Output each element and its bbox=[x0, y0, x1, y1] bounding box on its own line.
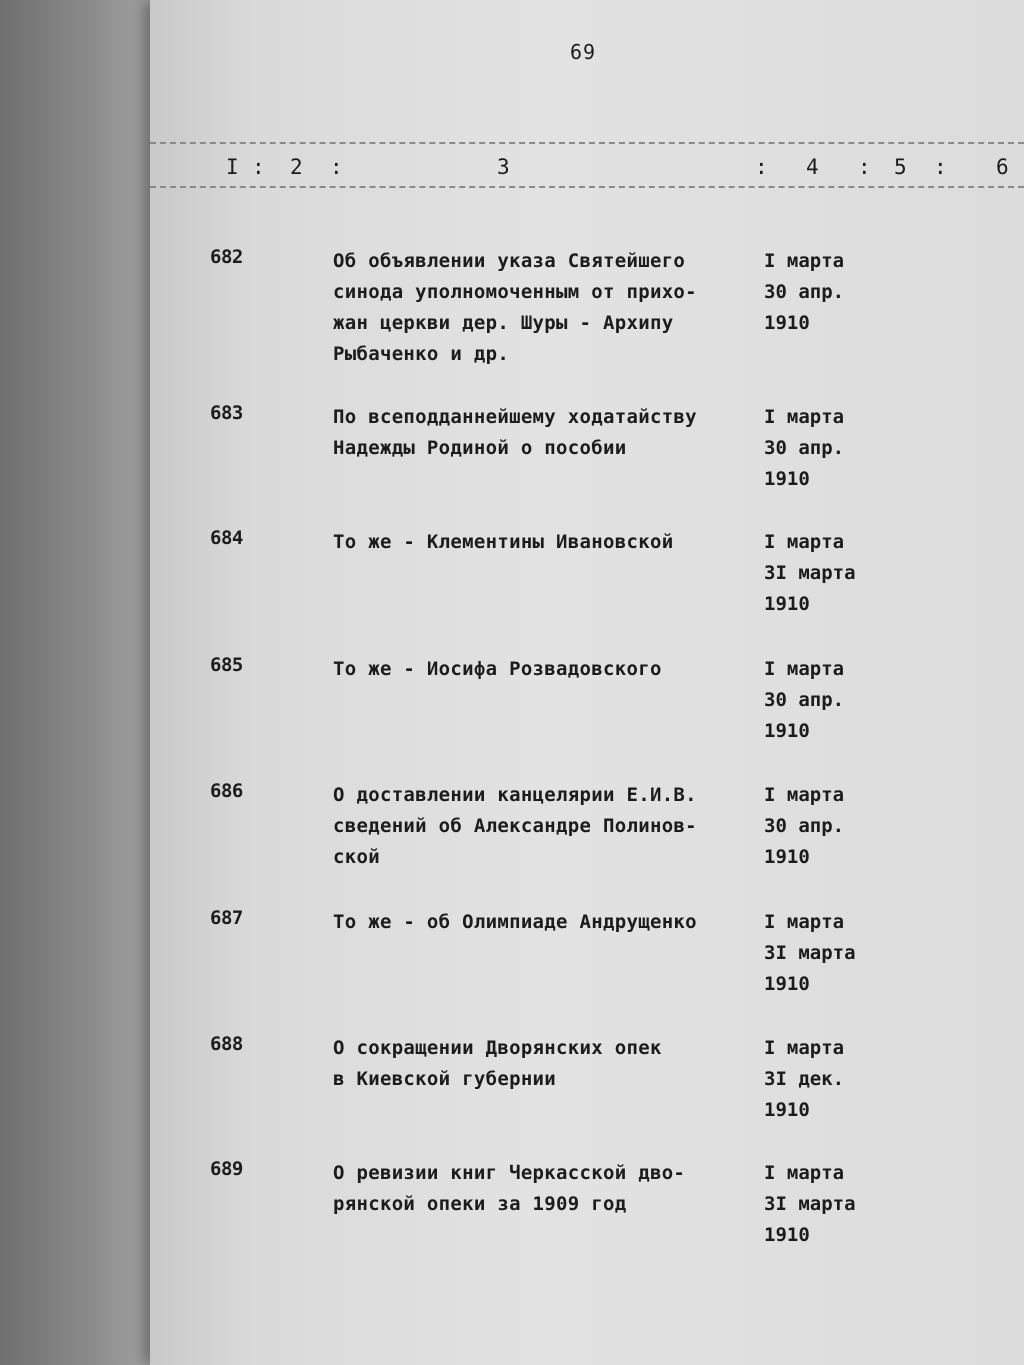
date-line: I марта bbox=[764, 531, 845, 553]
entry-dates bbox=[764, 402, 904, 495]
date-line: I марта bbox=[764, 784, 845, 806]
entry-description bbox=[333, 402, 753, 464]
column-separator: : bbox=[858, 155, 871, 179]
date-line: 1910 bbox=[764, 312, 810, 334]
facing-page-edge bbox=[0, 0, 160, 1365]
date-line: 3I дек. bbox=[764, 1068, 845, 1090]
column-number-2: 2 bbox=[290, 155, 303, 179]
entry-dates bbox=[764, 1158, 904, 1251]
date-line: I марта bbox=[764, 1037, 845, 1059]
description-line: О ревизии книг Черкасской дво- bbox=[333, 1162, 686, 1184]
description-line: То же - об Олимпиаде Андрущенко bbox=[333, 911, 697, 933]
description-line: ской bbox=[333, 846, 380, 868]
entry-description bbox=[333, 907, 753, 938]
entry-number: 688 bbox=[210, 1033, 243, 1055]
date-line: 1910 bbox=[764, 720, 810, 742]
entry-description bbox=[333, 527, 753, 558]
date-line: I марта bbox=[764, 911, 845, 933]
entry-description bbox=[333, 1033, 753, 1095]
date-line: 30 апр. bbox=[764, 437, 845, 459]
date-line: 3I марта bbox=[764, 942, 856, 964]
description-line: О доставлении канцелярии Е.И.В. bbox=[333, 784, 697, 806]
description-line: Об объявлении указа Святейшего bbox=[333, 250, 686, 272]
date-line: I марта bbox=[764, 1162, 845, 1184]
date-line: 1910 bbox=[764, 846, 810, 868]
date-line: 1910 bbox=[764, 1099, 810, 1121]
header-rule-top bbox=[150, 142, 1024, 144]
column-separator: : bbox=[330, 155, 343, 179]
entry-number: 684 bbox=[210, 527, 243, 549]
column-separator: : bbox=[934, 155, 947, 179]
date-line: 30 апр. bbox=[764, 281, 845, 303]
date-line: I марта bbox=[764, 406, 845, 428]
column-number-5: 5 bbox=[894, 155, 907, 179]
date-line: 30 апр. bbox=[764, 815, 845, 837]
date-line: 1910 bbox=[764, 1224, 810, 1246]
description-line: То же - Иосифа Розвадовского bbox=[333, 658, 662, 680]
entry-description bbox=[333, 1158, 753, 1220]
description-line: То же - Клементины Ивановской bbox=[333, 531, 674, 553]
column-separator: : bbox=[755, 155, 768, 179]
entry-number: 686 bbox=[210, 780, 243, 802]
entry-dates bbox=[764, 1033, 904, 1126]
entry-number: 689 bbox=[210, 1158, 243, 1180]
date-line: I марта bbox=[764, 658, 845, 680]
entry-number: 685 bbox=[210, 654, 243, 676]
header-rule-bottom bbox=[150, 186, 1024, 188]
date-line: 30 апр. bbox=[764, 689, 845, 711]
entry-description bbox=[333, 780, 753, 873]
date-line: 1910 bbox=[764, 973, 810, 995]
entry-dates bbox=[764, 654, 904, 747]
description-line: синода уполномоченным от прихо- bbox=[333, 281, 697, 303]
entry-number: 682 bbox=[210, 246, 243, 268]
entry-number: 687 bbox=[210, 907, 243, 929]
date-line: I марта bbox=[764, 250, 845, 272]
description-line: сведений об Александре Полинов- bbox=[333, 815, 697, 837]
description-line: О сокращении Дворянских опек bbox=[333, 1037, 662, 1059]
description-line: в Киевской губернии bbox=[333, 1068, 557, 1090]
description-line: рянской опеки за 1909 год bbox=[333, 1193, 627, 1215]
entry-dates bbox=[764, 246, 904, 339]
description-line: Рыбаченко и др. bbox=[333, 343, 510, 365]
date-line: 3I марта bbox=[764, 562, 856, 584]
date-line: 1910 bbox=[764, 593, 810, 615]
description-line: Надежды Родиной о пособии bbox=[333, 437, 627, 459]
date-line: 1910 bbox=[764, 468, 810, 490]
column-number-3: 3 bbox=[497, 155, 510, 179]
description-line: По всеподданнейшему ходатайству bbox=[333, 406, 697, 428]
entry-dates bbox=[764, 527, 904, 620]
entry-dates bbox=[764, 780, 904, 873]
column-number-6: 6 bbox=[996, 155, 1009, 179]
entry-number: 683 bbox=[210, 402, 243, 424]
entry-description bbox=[333, 246, 753, 370]
date-line: 3I марта bbox=[764, 1193, 856, 1215]
entry-description bbox=[333, 654, 753, 685]
description-line: жан церкви дер. Шуры - Архипу bbox=[333, 312, 674, 334]
column-separator: : bbox=[252, 155, 265, 179]
page-number: 69 bbox=[570, 40, 597, 64]
column-number-4: 4 bbox=[806, 155, 819, 179]
entry-dates bbox=[764, 907, 904, 1000]
column-number-1: I bbox=[226, 155, 239, 179]
